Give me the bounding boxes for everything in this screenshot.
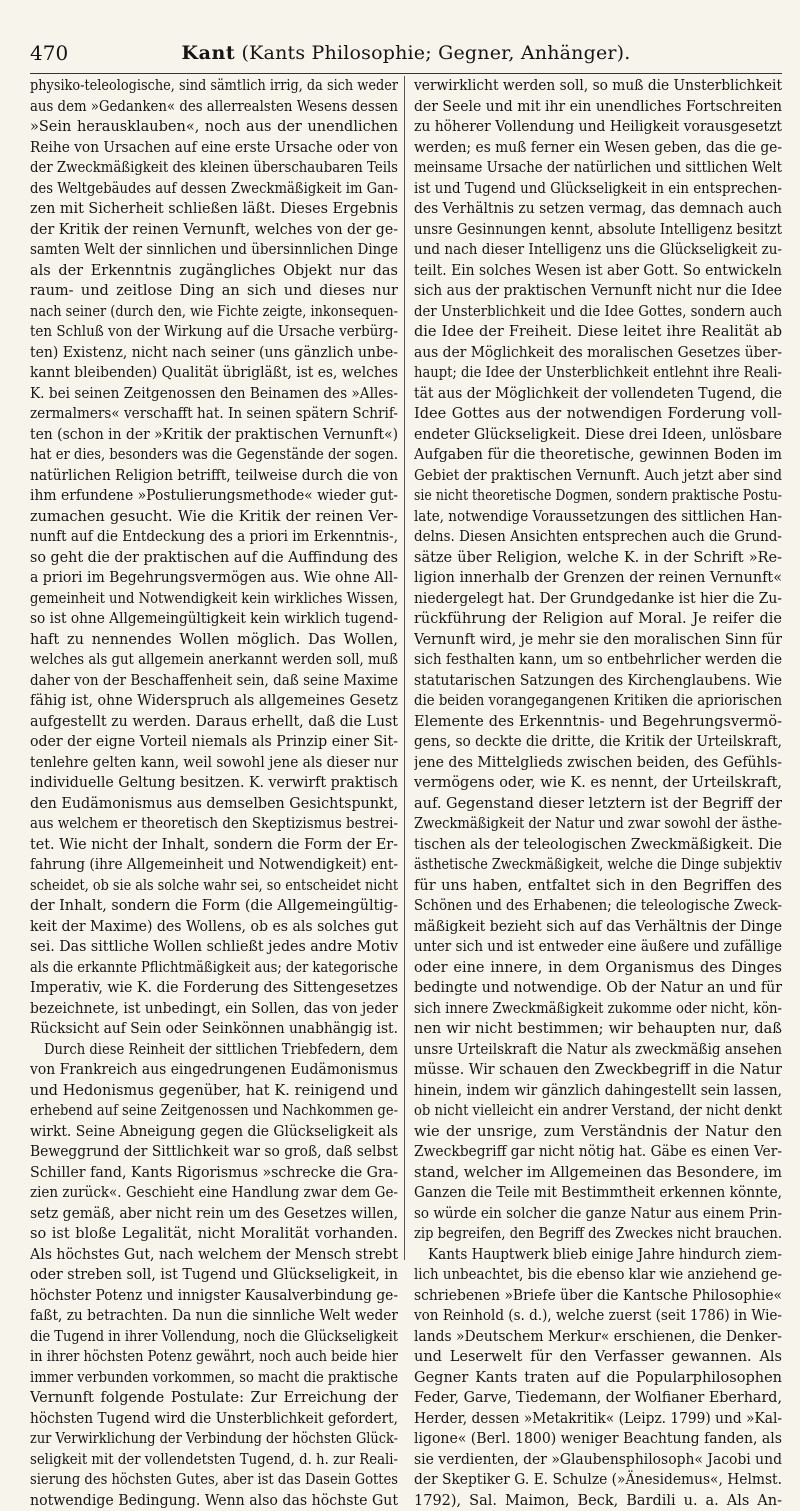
text-line: Schiller fand, Kants Rigorismus »schrecke die Gra- bbox=[30, 1163, 398, 1184]
text-line: Elemente des Erkenntnis- und Begehrungsvermö- bbox=[414, 712, 782, 733]
text-line: zien zurück«. Geschieht eine Handlung zwar dem Ge- bbox=[30, 1183, 398, 1204]
text-line: Vernunft folgende Postulate: Zur Erreichung der bbox=[30, 1388, 398, 1409]
text-line: oder der eigne Vorteil niemals als Prinzip einer Sit- bbox=[30, 732, 398, 753]
text-line: die Idee der Freiheit. Diese leitet ihre Realität ab bbox=[414, 322, 782, 343]
text-line: höchsten Tugend wird die Unsterblichkeit gefordert, bbox=[30, 1409, 398, 1430]
text-line: raum- und zeitlose Ding an sich und dieses nur bbox=[30, 281, 398, 302]
text-line: werden; es muß ferner ein Wesen geben, das die ge- bbox=[414, 138, 782, 159]
text-line: Zweckbegriff gar nicht nötig hat. Gäbe es einen Ver- bbox=[414, 1142, 782, 1163]
text-line: unsre Urteilskraft die Natur als zweckmäßig ansehen bbox=[414, 1040, 782, 1061]
text-line: den Eudämonismus aus demselben Gesichtspunkt, bbox=[30, 794, 398, 815]
text-line: ligion innerhalb der Grenzen der reinen Vernunft« bbox=[414, 568, 782, 589]
text-line: stand, welcher im Allgemeinen das Besondere, im bbox=[414, 1163, 782, 1184]
text-line: tet. Wie nicht der Inhalt, sondern die Form der Er- bbox=[30, 835, 398, 856]
text-line: so geht die der praktischen auf die Auffindung des bbox=[30, 548, 398, 569]
text-line: meinsame Ursache der natürlichen und sittlichen Welt bbox=[414, 158, 782, 179]
text-line: oder eine innere, in dem Organismus des Dinges bbox=[414, 958, 782, 979]
text-line: wie der unsrige, zum Verständnis der Natur den bbox=[414, 1122, 782, 1143]
text-line: tenlehre gelten kann, weil sowohl jene als dieser nur bbox=[30, 753, 398, 774]
text-line: in ihrer höchsten Potenz gewährt, noch auch beide hier bbox=[30, 1347, 398, 1368]
text-line: »Sein herausklauben«, noch aus der unendlichen bbox=[30, 117, 398, 138]
text-line: Als höchstes Gut, nach welchem der Mensch strebt bbox=[30, 1245, 398, 1266]
text-line: Aufgaben für die theoretische, gewinnen Boden im bbox=[414, 445, 782, 466]
text-line: Kants Hauptwerk blieb einige Jahre hindurch ziem- bbox=[414, 1245, 782, 1266]
text-line: Zweckmäßigkeit der Natur und zwar sowohl der ästhe- bbox=[414, 814, 782, 835]
text-line: nunft auf die Entdeckung des a priori im Erkenntnis-, bbox=[30, 527, 398, 548]
text-line: haft zu nennendes Wollen möglich. Das Wollen, bbox=[30, 630, 398, 651]
text-line: Gegner Kants traten auf die Popularphilosophen bbox=[414, 1368, 782, 1389]
running-head-keyword: Kant bbox=[181, 42, 235, 64]
text-line: physiko-teleologische, sind sämtlich irrig, da sich weder bbox=[30, 76, 398, 97]
text-line: gens, so deckte die dritte, die Kritik der Urteilskraft, bbox=[414, 732, 782, 753]
text-line: schriebenen »Briefe über die Kantsche Philosophie« bbox=[414, 1286, 782, 1307]
text-line: nen wir nicht bestimmen; wir behaupten nur, daß bbox=[414, 1019, 782, 1040]
text-line: keit der Maxime) des Wollens, ob es als solches gut bbox=[30, 917, 398, 938]
text-line: faßt, zu betrachten. Da nun die sinnliche Welt weder bbox=[30, 1306, 398, 1327]
text-line: unsre Gesinnungen kennt, absolute Intelligenz besitzt bbox=[414, 220, 782, 241]
text-line: aufgestellt zu werden. Daraus erhellt, daß die Lust bbox=[30, 712, 398, 733]
text-line: Rücksicht auf Sein oder Seinkönnen unabhängig ist. bbox=[30, 1019, 398, 1040]
running-head bbox=[30, 42, 782, 64]
text-line: zip begreifen, den Begriff des Zweckes nicht brauchen. bbox=[414, 1224, 782, 1245]
text-line: fahrung (ihre Allgemeinheit und Notwendigkeit) ent- bbox=[30, 855, 398, 876]
text-line: der Zweckmäßigkeit des kleinen überschaubaren Teils bbox=[30, 158, 398, 179]
text-line: kannt bleibenden) Qualität übrigläßt, ist es, welches bbox=[30, 363, 398, 384]
text-line: von Frankreich aus eingedrungenen Eudämonismus bbox=[30, 1060, 398, 1081]
text-line: des Weltgebäudes auf dessen Zweckmäßigkeit im Gan- bbox=[30, 179, 398, 200]
text-line: sei. Das sittliche Wollen schließt jedes andre Motiv bbox=[30, 937, 398, 958]
text-line: Idee Gottes aus der notwendigen Forderung voll- bbox=[414, 404, 782, 425]
text-line: sich aus der praktischen Vernunft nicht nur die Idee bbox=[414, 281, 782, 302]
text-line: tät aus der Möglichkeit der vollendeten Tugend, die bbox=[414, 384, 782, 405]
page-number: 470 bbox=[30, 42, 68, 64]
text-line: welches als gut allgemein anerkannt werden soll, muß bbox=[30, 650, 398, 671]
text-line: notwendige Bedingung. Wenn also das höchste Gut bbox=[30, 1491, 398, 1511]
text-line: zu höherer Vollendung und Heiligkeit vorausgesetzt bbox=[414, 117, 782, 138]
text-line: vermögens oder, wie K. es nennt, der Urteilskraft, bbox=[414, 773, 782, 794]
text-line: rückführung der Religion auf Moral. Je reifer die bbox=[414, 609, 782, 630]
text-line: ten Schluß von der Wirkung auf die Ursache verbürg- bbox=[30, 322, 398, 343]
text-line: zumachen gesucht. Wie die Kritik der reinen Ver- bbox=[30, 507, 398, 528]
text-line: mäßigkeit bezieht sich auf das Verhältnis der Dinge bbox=[414, 917, 782, 938]
text-line: ob nicht vielleicht ein andrer Verstand, der nicht denkt bbox=[414, 1101, 782, 1122]
text-line: ist und Tugend und Glückseligkeit in ein entsprechen- bbox=[414, 179, 782, 200]
text-line: nach seiner (durch den, wie Fichte zeigte, inkonsequen- bbox=[30, 302, 398, 323]
text-line: a priori im Begehrungsvermögen aus. Wie ohne All- bbox=[30, 568, 398, 589]
text-line: zermalmers« verschafft hat. In seinen spätern Schrif- bbox=[30, 404, 398, 425]
text-line: Gebiet der praktischen Vernunft. Auch jetzt aber sind bbox=[414, 466, 782, 487]
text-line: hat er dies, besonders was die Gegenstände der sogen. bbox=[30, 445, 398, 466]
text-line: daher von der Beschaffenheit sein, daß seine Maxime bbox=[30, 671, 398, 692]
text-line: Reihe von Ursachen auf eine erste Ursache oder von bbox=[30, 138, 398, 159]
text-line: natürlichen Religion betrifft, teilweise durch die von bbox=[30, 466, 398, 487]
header-rule bbox=[30, 73, 782, 74]
text-line: der Seele und mit ihr ein unendliches Fortschreiten bbox=[414, 97, 782, 118]
text-line: bezeichnete, ist unbedingt, ein Sollen, das von jeder bbox=[30, 999, 398, 1020]
text-line: des Verhältnis zu setzen vermag, das demnach auch bbox=[414, 199, 782, 220]
text-line: scheidet, ob sie als solche wahr sei, so entscheidet nicht bbox=[30, 876, 398, 897]
text-line: sich innere Zweckmäßigkeit zukomme oder nicht, kön- bbox=[414, 999, 782, 1020]
text-line: niedergelegt hat. Der Grundgedanke ist hier die Zu- bbox=[414, 589, 782, 610]
text-line: ten (schon in der »Kritik der praktischen Vernunft«) bbox=[30, 425, 398, 446]
right-column bbox=[414, 76, 782, 1511]
text-line: bedingte und notwendige. Ob der Natur an und für bbox=[414, 978, 782, 999]
text-line: aus der Möglichkeit des moralischen Gesetzes über- bbox=[414, 343, 782, 364]
text-line: müsse. Wir schauen den Zweckbegriff in die Natur bbox=[414, 1060, 782, 1081]
text-line: als die erkannte Pflichtmäßigkeit aus; der kategorische bbox=[30, 958, 398, 979]
text-line: verwirklicht werden soll, so muß die Unsterblichkeit bbox=[414, 76, 782, 97]
text-line: und Hedonismus gegenüber, hat K. reinigend und bbox=[30, 1081, 398, 1102]
text-line: K. bei seinen Zeitgenossen den Beinamen des »Alles- bbox=[30, 384, 398, 405]
text-line: Herder, dessen »Metakritik« (Leipz. 1799) und »Kal- bbox=[414, 1409, 782, 1430]
text-line: haupt; die Idee der Unsterblichkeit entlehnt ihre Reali- bbox=[414, 363, 782, 384]
text-line: der Kritik der reinen Vernunft, welches von der ge- bbox=[30, 220, 398, 241]
text-line: für uns haben, entfaltet sich in den Begriffen des bbox=[414, 876, 782, 897]
text-line: Imperativ, wie K. die Forderung des Sittengesetzes bbox=[30, 978, 398, 999]
text-line: Vernunft wird, je mehr sie den moralischen Sinn für bbox=[414, 630, 782, 651]
text-line: als der Erkenntnis zugängliches Objekt nur das bbox=[30, 261, 398, 282]
text-line: fähig ist, ohne Widerspruch als allgemeines Gesetz bbox=[30, 691, 398, 712]
text-line: die beiden vorangegangenen Kritiken die apriorischen bbox=[414, 691, 782, 712]
text-line: hinein, indem wir gänzlich dahingestellt sein lassen, bbox=[414, 1081, 782, 1102]
text-line: sie verdienten, der »Glaubensphilosoph« Jacobi und bbox=[414, 1450, 782, 1471]
text-line: lich unbeachtet, bis die ebenso klar wie anziehend ge- bbox=[414, 1265, 782, 1286]
text-line: jene des Mittelglieds zwischen beiden, des Gefühls- bbox=[414, 753, 782, 774]
text-line: ihm erfundene »Postulierungsmethode« wieder gut- bbox=[30, 486, 398, 507]
text-line: und Leserwelt für den Verfasser gewannen. Als bbox=[414, 1347, 782, 1368]
text-line: teilt. Ein solches Wesen ist aber Gott. So entwickeln bbox=[414, 261, 782, 282]
text-line: Durch diese Reinheit der sittlichen Triebfedern, dem bbox=[30, 1040, 398, 1061]
text-line: Beweggrund der Sittlichkeit war so groß, daß selbst bbox=[30, 1142, 398, 1163]
text-line: höchster Potenz und innigster Kausalverbindung ge- bbox=[30, 1286, 398, 1307]
text-line: individuelle Geltung besitzen. K. verwirft praktisch bbox=[30, 773, 398, 794]
text-line: late, notwendige Voraussetzungen des sittlichen Han- bbox=[414, 507, 782, 528]
text-line: ten) Existenz, nicht nach seiner (uns gänzlich unbe- bbox=[30, 343, 398, 364]
text-line: delns. Diesen Ansichten entsprechen auch die Grund- bbox=[414, 527, 782, 548]
text-line: ästhetische Zweckmäßigkeit, welche die Dinge subjektiv bbox=[414, 855, 782, 876]
text-line: lands »Deutschem Merkur« erschienen, die Denker- bbox=[414, 1327, 782, 1348]
text-line: 1792), Sal. Maimon, Beck, Bardili u. a. Als An- bbox=[414, 1491, 782, 1511]
text-line: seligkeit mit der vollendetsten Tugend, d. h. zur Reali- bbox=[30, 1450, 398, 1471]
text-line: sierung des höchsten Gutes, aber ist das Dasein Gottes bbox=[30, 1470, 398, 1491]
text-line: gemeinheit und Notwendigkeit kein wirkliches Wissen, bbox=[30, 589, 398, 610]
column-divider bbox=[404, 76, 405, 1260]
text-line: zur Verwirklichung der Verbindung der höchsten Glück- bbox=[30, 1429, 398, 1450]
text-line: ligone« (Berl. 1800) weniger Beachtung fanden, als bbox=[414, 1429, 782, 1450]
text-line: unter sich und ist entweder eine äußere und zufällige bbox=[414, 937, 782, 958]
text-line: der Unsterblichkeit und die Idee Gottes, sondern auch bbox=[414, 302, 782, 323]
text-line: die Tugend in ihrer Vollendung, noch die Glückseligkeit bbox=[30, 1327, 398, 1348]
left-column bbox=[30, 76, 398, 1511]
text-line: wirkt. Seine Abneigung gegen die Glückseligkeit als bbox=[30, 1122, 398, 1143]
text-line: auf. Gegenstand dieser letztern ist der Begriff der bbox=[414, 794, 782, 815]
text-line: sie nicht theoretische Dogmen, sondern praktische Postu- bbox=[414, 486, 782, 507]
text-line: oder streben soll, ist Tugend und Glückseligkeit, in bbox=[30, 1265, 398, 1286]
text-line: immer verbunden vorkommen, so macht die praktische bbox=[30, 1368, 398, 1389]
text-line: tischen als der teleologischen Zweckmäßigkeit. Die bbox=[414, 835, 782, 856]
text-line: der Inhalt, sondern die Form (die Allgemeingültig- bbox=[30, 896, 398, 917]
text-line: endeter Glückseligkeit. Diese drei Ideen, unlösbare bbox=[414, 425, 782, 446]
text-line: sätze über Religion, welche K. in der Schrift »Re- bbox=[414, 548, 782, 569]
text-line: Schönen und des Erhabenen; die teleologische Zweck- bbox=[414, 896, 782, 917]
text-line: so ist ohne Allgemeingültigkeit kein wirklich tugend- bbox=[30, 609, 398, 630]
text-line: Feder, Garve, Tiedemann, der Wolfianer Eberhard, bbox=[414, 1388, 782, 1409]
text-line: so ist bloße Legalität, nicht Moralität vorhanden. bbox=[30, 1224, 398, 1245]
text-line: sich festhalten kann, um so entbehrlicher werden die bbox=[414, 650, 782, 671]
text-line: zen mit Sicherheit schließen läßt. Dieses Ergebnis bbox=[30, 199, 398, 220]
text-line: statutarischen Satzungen des Kirchenglaubens. Wie bbox=[414, 671, 782, 692]
text-line: samten Welt der sinnlichen und übersinnlichen Dinge bbox=[30, 240, 398, 261]
text-line: und nach dieser Intelligenz uns die Glückseligkeit zu- bbox=[414, 240, 782, 261]
running-head-subtitle: (Kants Philosophie; Gegner, Anhänger). bbox=[242, 42, 631, 64]
text-line: der Skeptiker G. E. Schulze (»Änesidemus«, Helmst. bbox=[414, 1470, 782, 1491]
text-line: so würde ein solcher die ganze Natur aus einem Prin- bbox=[414, 1204, 782, 1225]
page-header bbox=[30, 42, 782, 66]
text-line: aus dem »Gedanken« des allerrealsten Wesens dessen bbox=[30, 97, 398, 118]
text-line: von Reinhold (s. d.), welche zuerst (seit 1786) in Wie- bbox=[414, 1306, 782, 1327]
text-line: aus welchem er theoretisch den Skeptizismus bestrei- bbox=[30, 814, 398, 835]
text-line: setz gemäß, aber nicht rein um des Gesetzes willen, bbox=[30, 1204, 398, 1225]
text-line: erhebend auf seine Zeitgenossen und Nachkommen ge- bbox=[30, 1101, 398, 1122]
text-line: Ganzen die Teile mit Bestimmtheit erkennen könnte, bbox=[414, 1183, 782, 1204]
